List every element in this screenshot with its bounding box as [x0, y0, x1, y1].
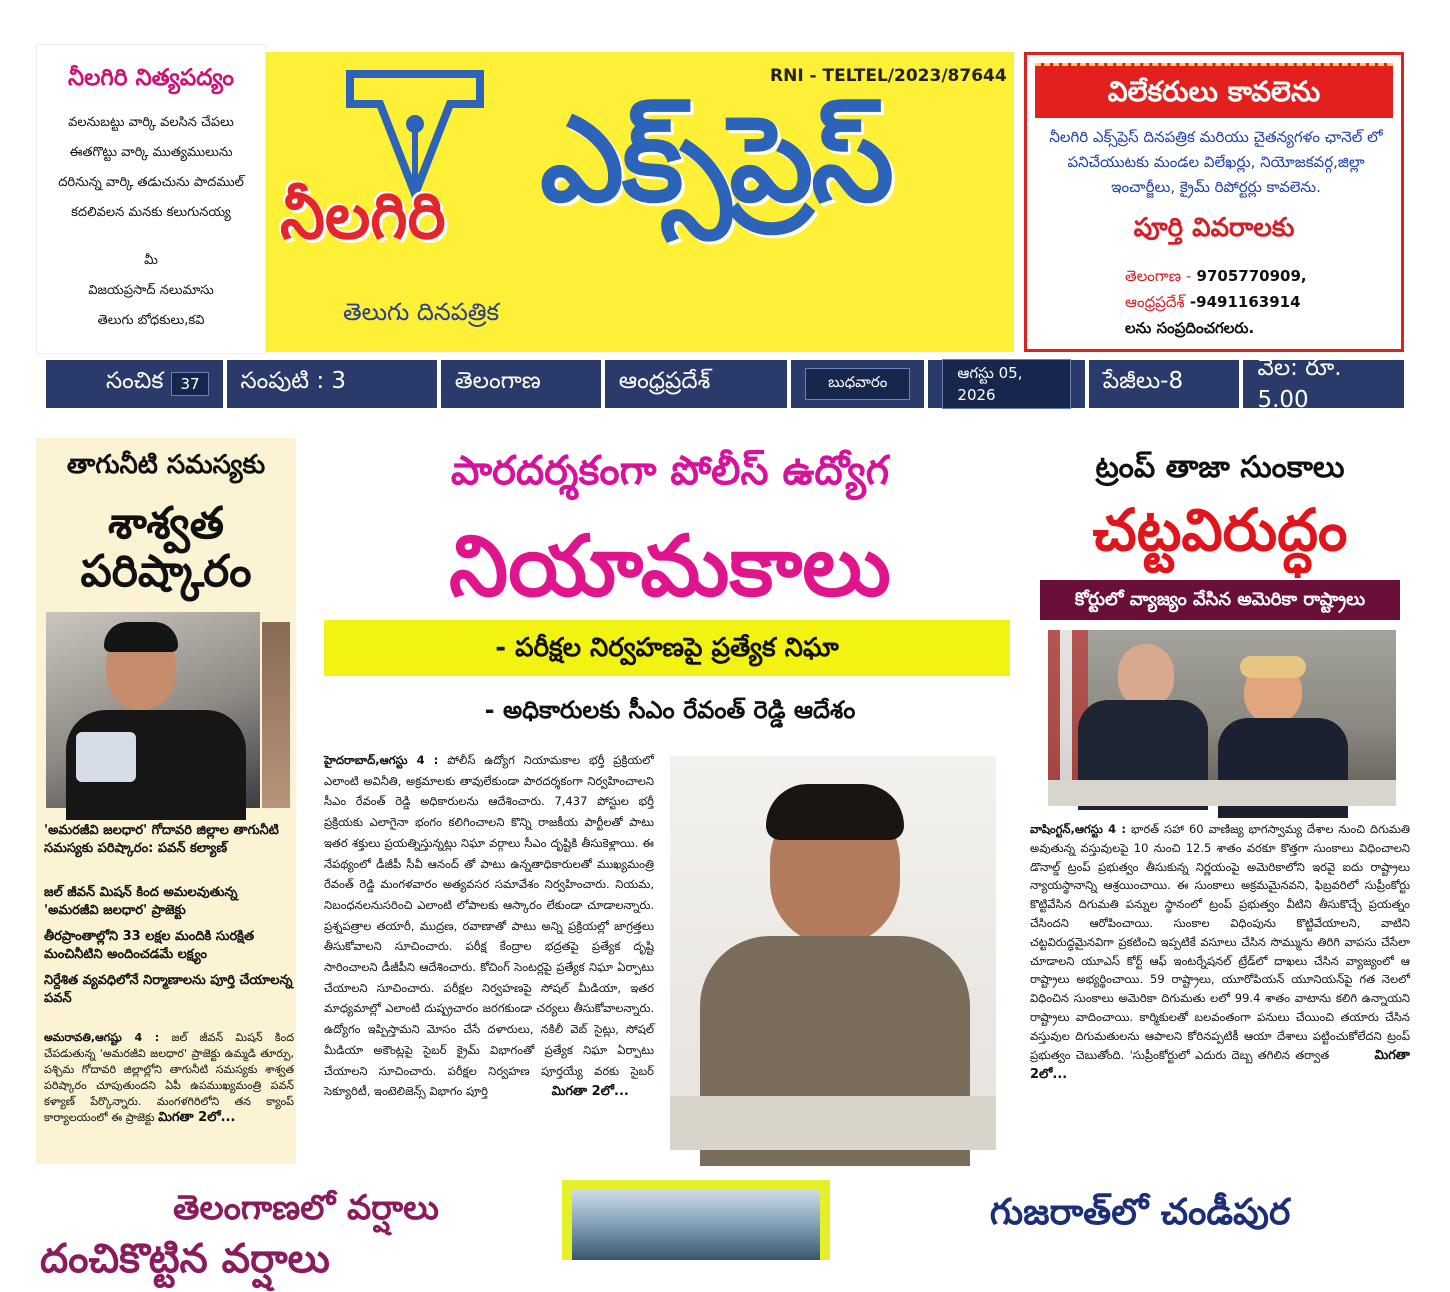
lead-article-body [324, 750, 654, 1103]
issue-label: సంచిక [106, 368, 164, 394]
poem-line: ఈతగొట్టు వార్కి ముత్యములును [69, 145, 233, 160]
date-cell [928, 360, 1088, 408]
side-photo-strip [262, 622, 290, 808]
ad-phone-number: -9491163914 [1189, 293, 1301, 311]
poem-title: నీలగిరి నిత్యపద్యం [67, 65, 235, 91]
left-bullet: నిర్దేశిత వ్యవధిలోనే నిర్మాణాలను పూర్తి చేయాలన్న పవన్ [44, 973, 293, 1006]
price: వెల: రూ. 5.00 [1257, 355, 1342, 413]
right-kicker: ట్రంప్ తాజా సుంకాలు [1095, 450, 1345, 485]
rni-number: RNI - TELTEL/2023/87644 [770, 66, 1007, 86]
volume: సంపుటి : 3 [227, 360, 441, 408]
lead-deck-band: - పరీక్షల నిర్వహణపై ప్రత్యేక నిఘా [324, 620, 1010, 676]
left-continued: మిగతా 2లో... [158, 1110, 236, 1125]
ad-phone-telangana [1125, 267, 1307, 289]
day-cell [791, 360, 928, 408]
reporters-wanted-ad [1024, 52, 1404, 352]
poem-sign: విజయప్రసాద్ నలుమాసు [88, 283, 214, 298]
lead-body-text: పోలీస్ ఉద్యోగ నియామకాల భర్తీ ప్రక్రియలో ఎలాంటి అవినీతి, అక్రమాలకు తావులేకుండా పారదర్శకంగా నిర్వహించాలని సీఎం రేవంత్ రెడ్డి అధికారులను ఆదేశించారు. 7,437 పోస్టుల భర్తీ ప్రక్రియకు ఎలాగైనా భంగం కలిగించాలని కొన్ని రాజకీయ పార్టీలతో పాటు ఇతర శక్తులు ప్రయత్నిస్తున్నట్లు నిఘా వర్గాలు సీఎం దృష్టికి తీసుకెళ్లాయి. ఈ నేపథ్యంలో డీజీపీ సీవీ ఆనంద్ తో పాటు ఉన్నతాధికారులతో ముఖ్యమంత్రి రేవంత్ రెడ్డి మంగళవారం అత్యవసర సమావేశం నిర్వహించారు. నియమ, నిబంధనలనుసరించి ఎలాంటి లోపాలకు ఆస్కారం లేకుండా చూడాలన్నారు. ప్రశ్నపత్రాల తయారీ, ముద్రణ, రవాణాతో పాటు అన్ని ప్రక్రియల్లో జాగ్రత్తలు తీసుకోవాలని సూచించారు. పరీక్ష కేంద్రాల భద్రతపై ప్రత్యేక దృష్టి సారించాలని డీజీపీని ఆదేశించారు. కోచింగ్ సెంటర్లపై ప్రత్యేక నిఘా ఏర్పాటు చేయాలని సూచించారు. పరీక్షల నిర్వహణపై సోషల్ మీడియా, ఇతర మాధ్యమాల్లో ఎలాంటి దుష్ప్రచారం జరగకుండా చర్యలు తీసుకోవాలన్నారు. ఉద్యోగం ఇప్పిస్తామని మోసం చేసే దళారులు, నకిలీ వెబ్ సైట్లు, సోషల్ మీడియా అకౌంట్లపై సైబర్ క్రైమ్ విభాగంతో ప్రత్యేక నిఘా ఏర్పాటు చేయాలని సూచించారు. పరీక్షల నిర్వహణ పూర్తయ్యే వరకు సైబర్ సెక్యూరిటీ, ఇంటెలిజెన్స్ విభాగం పూర్తి [324, 753, 654, 1099]
right-headline: చట్టవిరుద్ధం [1092, 496, 1348, 564]
issue-info-bar [46, 355, 1404, 413]
left-bullet: జల్ జీవన్ మిషన్ కింద అమలవుతున్న 'అమరజీవి జలధార' ప్రాజెక్టు [44, 885, 238, 918]
trump-meeting-photo [1048, 630, 1396, 806]
left-bullet: తీరప్రాంతాల్లోని 33 లక్షల మందికి సురక్షిత మంచినీటిని అందించడమే లక్ష్యం [44, 929, 255, 962]
right-continued: మిగతా 2లో... [1030, 1047, 1410, 1083]
left-body-text: జల్ జీవన్ మిషన్ కింద చేపడుతున్న 'అమరజీవి జలధార' ప్రాజెక్టు ఉమ్మడి తూర్పు, పశ్చిమ గోదావరి జిల్లాల్లోని తాగునీటి సమస్యకు శాశ్వత పరిష్కారం చూపుతుందని ఏపీ ఉపముఖ్యమంత్రి పవన్ కళ్యాణ్ పేర్కొన్నారు. మంగళగిరిలోని తన క్యాంప్ కార్యాలయంలో ఈ ప్రాజెక్టు [44, 1031, 295, 1124]
issue-date: ఆగస్టు 05, 2026 [942, 359, 1070, 409]
lead-subhead: - అధికారులకు సీఎం రేవంత్ రెడ్డి ఆదేశం [484, 696, 856, 724]
poem-box [36, 44, 266, 354]
lead-headline: నియామకాలు [449, 517, 891, 615]
left-headline: శాశ్వత పరిష్కారం [80, 498, 252, 597]
day-of-week: బుధవారం [805, 368, 910, 400]
logo-tagline: తెలుగు దినపత్రిక [343, 298, 500, 326]
ad-phone-label: ఆంధ్రప్రదేశ్ [1125, 293, 1185, 311]
right-article-body [1030, 820, 1410, 1085]
lead-dateline: హైదరాబాద్,ఆగస్టు 4 : [324, 753, 439, 767]
poem-sign: తెలుగు బోధకులు,కవి [97, 313, 205, 328]
left-article-body [44, 1030, 294, 1126]
left-kicker: తాగునీటి సమస్యకు [66, 450, 266, 480]
ad-body: నీలగిరి ఎక్స్‌ప్రెస్ దినపత్రిక మరియు చైతన్యగళం ఛానెల్ లో పనిచేయుటకు మండల విలేఖర్లు, నియోజకవర్గ,జిల్లా ఇంచార్జీలు, క్రైమ్ రిపోర్టర్లు కావలెను. [1049, 128, 1383, 196]
issue-number: 37 [171, 372, 208, 396]
left-bullet: 'అమరజీవి జలధార' గోదావరి జిల్లాల తాగునీటి సమస్యకు పరిష్కారం: పవన్ కల్యాణ్ [44, 823, 279, 856]
issue-cell [46, 360, 227, 408]
teaser-telangana-rains-cut: దంచికొట్టిన వర్షాలు [40, 1236, 330, 1282]
lead-kicker: పారదర్శకంగా పోలీస్ ఉద్యోగ [450, 448, 890, 494]
poem-line: దరినున్న వార్కి తడుచును పాదముల్ [58, 175, 244, 190]
logo-text-neelagiri: నీలగిరి [280, 180, 446, 254]
teaser-gujarat: గుజరాత్‌లో చండీపుర [989, 1192, 1291, 1233]
page-count: పేజీలు-8 [1089, 360, 1244, 408]
state-andhra: ఆంధ్రప్రదేశ్ [605, 360, 791, 408]
revanth-reddy-photo [670, 756, 996, 1150]
poem-line: కదలివలన మనకు కలుగునయ్య [71, 205, 231, 220]
ad-more-details: పూర్తి వివరాలకు [1133, 213, 1295, 243]
poem-line: వలనుబట్టు వార్కి వలసిన చేపలు [68, 115, 234, 130]
ad-phone-label: తెలంగాణ - [1125, 267, 1192, 285]
ad-header: విలేకరులు కావలెను [1035, 63, 1393, 118]
logo-text-express: ఎక్స్‌ప్రెస్ [540, 90, 893, 228]
reservoir-photo [572, 1190, 820, 1260]
lead-continued: మిగతా 2లో... [551, 1084, 629, 1100]
left-dateline: అమరావతి,ఆగష్టు 4 : [44, 1031, 160, 1044]
ad-phone-number: 9705770909, [1196, 267, 1307, 285]
right-dateline: వాషింగ్టన్,ఆగస్టు 4 : [1030, 822, 1127, 836]
right-deck-band: కోర్టులో వ్యాజ్యం వేసిన అమెరికా రాష్ట్రాలు [1040, 580, 1400, 620]
teaser-telangana-rains: తెలంగాణలో వర్షాలు [173, 1188, 439, 1228]
ad-phone-andhra [1125, 293, 1301, 315]
right-body-text: భారత్ సహా 60 వాణిజ్య భాగస్వామ్య దేశాల నుంచి దిగుమతి అవుతున్న వస్తువులపై 10 నుంచి 12.5 శాతం వరకూ కొత్తగా సుంకాలు విధించాలని డొనాల్డ్ ట్రంప్ ప్రభుత్వం తీసుకున్న నిర్ణయంపై అమెరికాలోని ఇరవై ఐదు రాష్ట్రాలు న్యాయస్థానాన్ని ఆశ్రయించాయి. ఈ సుంకాలు అక్రమమైనవని, ఫిబ్రవరిలో సుప్రీంకోర్టు కొట్టివేసిన దిగుమతి పన్నుల స్థానంలో ట్రంప్ ప్రభుత్వం వీటిని తీసుకొచ్చే ప్రయత్నం చేసిందని ఆరోపించాయి. సుంకాల విధింపును కొట్టివేయాలని, వాటిని చట్టవిరుద్ధమైనవిగా ప్రకటించి ఇప్పటికే వసూలు చేసిన సొమ్మును తిరిగి వాపసు చేసేలా చూడాలని యూఎస్ కోర్ట్ ఆఫ్ ఇంటర్నేషనల్ ట్రేడ్‌లో దాఖలు చేసిన వ్యాజ్యంలో ఆ రాష్ట్రాలు అభ్యర్థించాయి. 59 రాష్ట్రాలు, యూరోపియన్ యూనియన్‌పై గత నెలలో విధించిన సుంకాలు అమెరికా దిగుమతు లలో 99.4 శాతం వాటాను కలిగి ఉన్నాయని రాష్ట్రాలు వాదించాయి. కార్మికులతో బలవంతంగా పనులు చేయించి తయారు చేసిన వస్తువుల దిగుమతులను ఆపాలని కోరినప్పటికీ ఆయా దేశాలు పట్టించుకోలేదని ట్రంప్ ప్రభుత్వం చెబుతోంది. 'సుప్రీంకోర్టులో ఎదురు దెబ్బ తగిలిన తర్వాత [1030, 822, 1410, 1062]
ad-contact-note: లను సంప్రదించగలరు. [1125, 319, 1255, 337]
pawan-kalyan-photo [46, 612, 260, 808]
poem-sign: మీ [144, 253, 158, 268]
state-telangana: తెలంగాణ [441, 360, 605, 408]
